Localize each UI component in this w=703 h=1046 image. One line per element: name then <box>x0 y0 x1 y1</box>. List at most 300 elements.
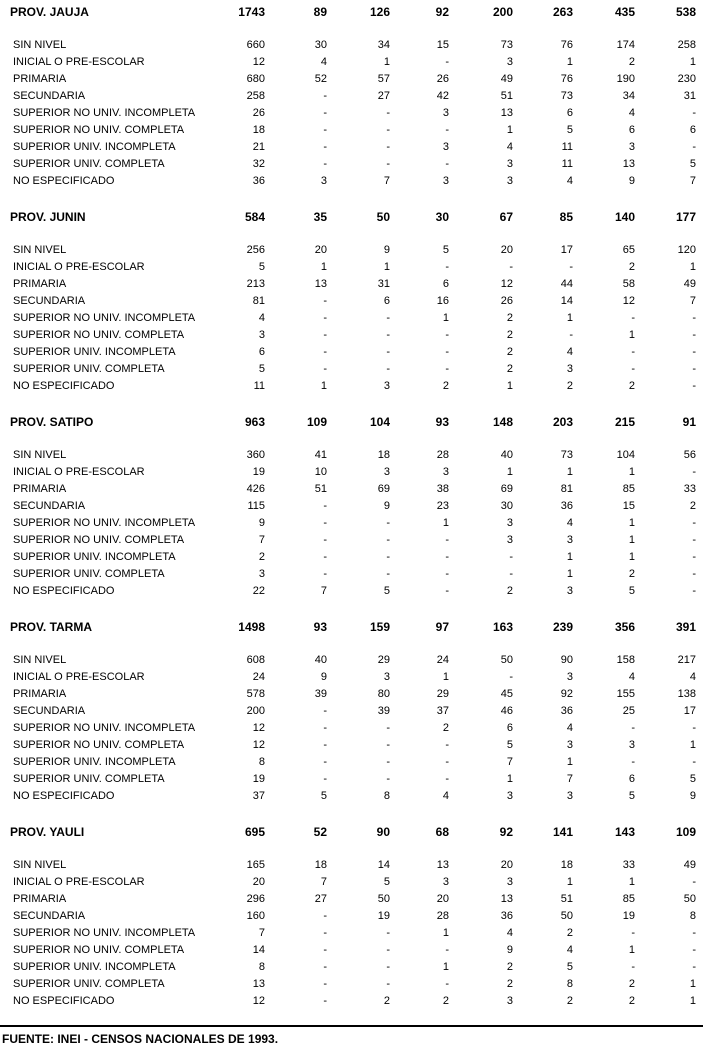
cell-value: 14 <box>377 859 390 871</box>
cell-value: - <box>323 961 327 973</box>
cell-value: 3 <box>442 141 449 153</box>
cell-value: - <box>386 534 390 546</box>
cell-value: 40 <box>500 449 513 461</box>
cell-value: 28 <box>436 910 449 922</box>
cell-value: - <box>323 551 327 563</box>
cell-value: 1 <box>442 671 449 683</box>
cell-value: 3 <box>442 466 449 478</box>
cell-value: - <box>386 107 390 119</box>
cell-value: 190 <box>616 73 635 85</box>
cell-value: - <box>386 517 390 529</box>
province-total-value: 97 <box>435 620 449 634</box>
cell-value: 9 <box>320 671 327 683</box>
cell-value: 36 <box>500 910 513 922</box>
row-label: PRIMARIA <box>13 483 67 495</box>
row-label: NO ESPECIFICADO <box>13 585 115 597</box>
cell-value: 1 <box>628 551 635 563</box>
cell-value: 24 <box>436 654 449 666</box>
row-label: NO ESPECIFICADO <box>13 380 115 392</box>
cell-value: - <box>323 107 327 119</box>
cell-value: 10 <box>314 466 327 478</box>
cell-value: - <box>631 756 635 768</box>
cell-value: 49 <box>683 859 696 871</box>
table-row <box>0 481 703 498</box>
cell-value: 3 <box>566 534 573 546</box>
table-row <box>0 242 703 259</box>
table-row <box>0 788 703 805</box>
row-label: PRIMARIA <box>13 278 67 290</box>
row-label: INICIAL O PRE-ESCOLAR <box>13 876 145 888</box>
cell-value: - <box>386 124 390 136</box>
province-total-value: 356 <box>614 620 635 634</box>
cell-value: 3 <box>628 739 635 751</box>
cell-value: 12 <box>252 722 265 734</box>
cell-value: 11 <box>561 158 573 170</box>
table-row <box>0 71 703 88</box>
cell-value: 1 <box>689 56 696 68</box>
province-total-row <box>0 824 703 841</box>
cell-value: 16 <box>436 295 449 307</box>
province-total-value: 67 <box>499 210 513 224</box>
cell-value: 5 <box>689 773 696 785</box>
province-total-value: 92 <box>499 825 513 839</box>
row-label: SUPERIOR UNIV. INCOMPLETA <box>13 346 176 358</box>
table-row <box>0 549 703 566</box>
cell-value: 17 <box>560 244 573 256</box>
province-total-value: 538 <box>675 5 696 19</box>
cell-value: - <box>509 568 513 580</box>
cell-value: 1 <box>566 551 573 563</box>
province-total-row <box>0 619 703 636</box>
cell-value: 50 <box>500 654 513 666</box>
table-row <box>0 361 703 378</box>
cell-value: 5 <box>689 158 696 170</box>
cell-value: - <box>445 585 449 597</box>
row-label: SIN NIVEL <box>13 244 67 256</box>
cell-value: 3 <box>506 876 513 888</box>
cell-value: - <box>323 141 327 153</box>
cell-value: 6 <box>628 773 635 785</box>
cell-value: 4 <box>566 517 573 529</box>
province-section <box>0 414 703 600</box>
cell-value: 3 <box>566 363 573 375</box>
cell-value: 33 <box>683 483 696 495</box>
province-section <box>0 4 703 190</box>
table-row <box>0 771 703 788</box>
cell-value: 5 <box>442 244 449 256</box>
cell-value: 13 <box>436 859 449 871</box>
cell-value: 19 <box>377 910 390 922</box>
cell-value: 49 <box>683 278 696 290</box>
cell-value: 4 <box>506 141 513 153</box>
cell-value: - <box>386 346 390 358</box>
cell-value: - <box>509 261 513 273</box>
cell-value: - <box>569 329 573 341</box>
cell-value: 50 <box>560 910 573 922</box>
cell-value: 1 <box>628 944 635 956</box>
cell-value: 18 <box>560 859 573 871</box>
row-label: INICIAL O PRE-ESCOLAR <box>13 261 145 273</box>
cell-value: 6 <box>628 124 635 136</box>
cell-value: 2 <box>628 978 635 990</box>
cell-value: - <box>692 585 696 597</box>
cell-value: 40 <box>314 654 327 666</box>
cell-value: 9 <box>383 244 390 256</box>
row-label: SUPERIOR UNIV. INCOMPLETA <box>13 756 176 768</box>
cell-value: 7 <box>383 175 390 187</box>
cell-value: 90 <box>560 654 573 666</box>
cell-value: 578 <box>246 688 265 700</box>
cell-value: 31 <box>377 278 390 290</box>
cell-value: 3 <box>506 56 513 68</box>
spacer <box>0 431 703 447</box>
cell-value: 51 <box>314 483 327 495</box>
cell-value: 5 <box>628 790 635 802</box>
row-label: SUPERIOR NO UNIV. INCOMPLETA <box>13 927 196 939</box>
province-total-value: 109 <box>675 825 696 839</box>
cell-value: 5 <box>320 790 327 802</box>
cell-value: 28 <box>436 449 449 461</box>
province-total-value: 159 <box>369 620 390 634</box>
row-label: PRIMARIA <box>13 893 67 905</box>
province-total-value: 104 <box>369 415 390 429</box>
cell-value: 1 <box>689 261 696 273</box>
table-row <box>0 720 703 737</box>
source-note: FUENTE: INEI - CENSOS NACIONALES DE 1993. <box>2 1032 279 1046</box>
cell-value: - <box>386 551 390 563</box>
cell-value: 19 <box>252 466 265 478</box>
province-total-value: 85 <box>559 210 573 224</box>
cell-value: 3 <box>442 175 449 187</box>
cell-value: 51 <box>500 90 513 102</box>
cell-value: 3 <box>258 568 265 580</box>
cell-value: 1 <box>628 876 635 888</box>
cell-value: - <box>692 722 696 734</box>
row-label: SUPERIOR UNIV. COMPLETA <box>13 568 165 580</box>
cell-value: 2 <box>628 380 635 392</box>
cell-value: 5 <box>258 363 265 375</box>
cell-value: 45 <box>500 688 513 700</box>
cell-value: 25 <box>622 705 635 717</box>
cell-value: 18 <box>252 124 265 136</box>
row-label: SIN NIVEL <box>13 449 67 461</box>
cell-value: 2 <box>442 995 449 1007</box>
cell-value: 256 <box>246 244 265 256</box>
table-row <box>0 139 703 156</box>
cell-value: 26 <box>436 73 449 85</box>
cell-value: 1 <box>442 517 449 529</box>
cell-value: 3 <box>442 876 449 888</box>
cell-value: - <box>445 363 449 375</box>
row-label: SUPERIOR UNIV. COMPLETA <box>13 158 165 170</box>
table-row <box>0 447 703 464</box>
cell-value: 3 <box>383 466 390 478</box>
province-total-value: 90 <box>376 825 390 839</box>
row-label: SUPERIOR UNIV. INCOMPLETA <box>13 961 176 973</box>
row-label: SIN NIVEL <box>13 859 67 871</box>
cell-value: 18 <box>314 859 327 871</box>
cell-value: 296 <box>246 893 265 905</box>
cell-value: 6 <box>258 346 265 358</box>
row-label: SUPERIOR NO UNIV. INCOMPLETA <box>13 312 196 324</box>
cell-value: 85 <box>622 893 635 905</box>
table-row <box>0 515 703 532</box>
table-row <box>0 37 703 54</box>
cell-value: 9 <box>628 175 635 187</box>
cell-value: 7 <box>320 876 327 888</box>
cell-value: 426 <box>246 483 265 495</box>
row-label: NO ESPECIFICADO <box>13 175 115 187</box>
cell-value: 76 <box>560 39 573 51</box>
table-row <box>0 703 703 720</box>
spacer <box>0 226 703 242</box>
cell-value: 73 <box>560 90 573 102</box>
cell-value: 20 <box>500 244 513 256</box>
cell-value: 36 <box>560 705 573 717</box>
cell-value: 36 <box>252 175 265 187</box>
cell-value: 13 <box>500 107 513 119</box>
row-label: SUPERIOR NO UNIV. COMPLETA <box>13 944 185 956</box>
cell-value: - <box>692 380 696 392</box>
row-label: PRIMARIA <box>13 73 67 85</box>
table-row <box>0 122 703 139</box>
cell-value: 52 <box>314 73 327 85</box>
cell-value: 20 <box>314 244 327 256</box>
cell-value: 32 <box>252 158 265 170</box>
cell-value: 160 <box>246 910 265 922</box>
table-row <box>0 532 703 549</box>
cell-value: 7 <box>506 756 513 768</box>
cell-value: - <box>323 739 327 751</box>
row-label: SIN NIVEL <box>13 654 67 666</box>
cell-value: 30 <box>500 500 513 512</box>
cell-value: 1 <box>689 995 696 1007</box>
cell-value: 2 <box>628 261 635 273</box>
cell-value: - <box>323 158 327 170</box>
cell-value: - <box>445 756 449 768</box>
table-row <box>0 583 703 600</box>
cell-value: 1 <box>566 756 573 768</box>
cell-value: 1 <box>506 466 513 478</box>
cell-value: 4 <box>566 175 573 187</box>
cell-value: - <box>692 363 696 375</box>
province-total-value: 35 <box>313 210 327 224</box>
cell-value: - <box>323 295 327 307</box>
province-section <box>0 209 703 395</box>
row-label: SUPERIOR NO UNIV. INCOMPLETA <box>13 107 196 119</box>
row-label: SIN NIVEL <box>13 39 67 51</box>
cell-value: 4 <box>442 790 449 802</box>
cell-value: 20 <box>500 859 513 871</box>
cell-value: 15 <box>622 500 635 512</box>
cell-value: 12 <box>252 995 265 1007</box>
cell-value: 81 <box>252 295 265 307</box>
cell-value: - <box>445 944 449 956</box>
cell-value: 4 <box>320 56 327 68</box>
cell-value: 2 <box>506 312 513 324</box>
cell-value: - <box>323 517 327 529</box>
cell-value: 7 <box>258 927 265 939</box>
cell-value: - <box>445 124 449 136</box>
cell-value: 1 <box>689 978 696 990</box>
cell-value: - <box>386 773 390 785</box>
cell-value: 85 <box>622 483 635 495</box>
cell-value: - <box>323 363 327 375</box>
cell-value: - <box>323 995 327 1007</box>
cell-value: - <box>445 551 449 563</box>
table-row <box>0 891 703 908</box>
cell-value: - <box>445 568 449 580</box>
cell-value: - <box>631 961 635 973</box>
cell-value: - <box>323 910 327 922</box>
cell-value: - <box>323 927 327 939</box>
province-total-value: 1498 <box>238 620 265 634</box>
cell-value: 29 <box>377 654 390 666</box>
row-label: SUPERIOR NO UNIV. COMPLETA <box>13 739 185 751</box>
table-row <box>0 378 703 395</box>
cell-value: 230 <box>677 73 696 85</box>
cell-value: 1 <box>442 961 449 973</box>
cell-value: 138 <box>677 688 696 700</box>
row-label: INICIAL O PRE-ESCOLAR <box>13 466 145 478</box>
table-row <box>0 88 703 105</box>
cell-value: 34 <box>377 39 390 51</box>
cell-value: - <box>323 944 327 956</box>
cell-value: 15 <box>436 39 449 51</box>
cell-value: - <box>386 978 390 990</box>
row-label: SECUNDARIA <box>13 500 86 512</box>
cell-value: 2 <box>442 380 449 392</box>
cell-value: - <box>386 141 390 153</box>
cell-value: 6 <box>506 722 513 734</box>
cell-value: 41 <box>314 449 327 461</box>
cell-value: 2 <box>628 568 635 580</box>
cell-value: 7 <box>689 175 696 187</box>
row-label: INICIAL O PRE-ESCOLAR <box>13 671 145 683</box>
table-row <box>0 874 703 891</box>
cell-value: - <box>323 90 327 102</box>
cell-value: 258 <box>246 90 265 102</box>
cell-value: - <box>445 158 449 170</box>
province-total-value: 215 <box>614 415 635 429</box>
cell-value: 3 <box>506 517 513 529</box>
cell-value: - <box>386 158 390 170</box>
table-row <box>0 498 703 515</box>
cell-value: 29 <box>436 688 449 700</box>
cell-value: - <box>692 568 696 580</box>
cell-value: 2 <box>506 346 513 358</box>
row-label: NO ESPECIFICADO <box>13 790 115 802</box>
cell-value: 42 <box>436 90 449 102</box>
cell-value: - <box>323 500 327 512</box>
table-row <box>0 652 703 669</box>
cell-value: 3 <box>258 329 265 341</box>
cell-value: 7 <box>689 295 696 307</box>
cell-value: - <box>631 927 635 939</box>
cell-value: 39 <box>377 705 390 717</box>
cell-value: 92 <box>560 688 573 700</box>
table-row <box>0 259 703 276</box>
cell-value: 8 <box>383 790 390 802</box>
cell-value: - <box>692 961 696 973</box>
row-label: NO ESPECIFICADO <box>13 995 115 1007</box>
cell-value: - <box>445 534 449 546</box>
cell-value: - <box>323 756 327 768</box>
cell-value: 57 <box>377 73 390 85</box>
cell-value: 4 <box>566 944 573 956</box>
cell-value: 38 <box>436 483 449 495</box>
cell-value: 1 <box>566 312 573 324</box>
cell-value: 65 <box>622 244 635 256</box>
province-name: PROV. TARMA <box>10 620 93 634</box>
cell-value: 37 <box>252 790 265 802</box>
cell-value: 26 <box>252 107 265 119</box>
cell-value: - <box>445 739 449 751</box>
province-total-value: 203 <box>552 415 573 429</box>
cell-value: 73 <box>500 39 513 51</box>
cell-value: 8 <box>258 961 265 973</box>
cell-value: 31 <box>683 90 696 102</box>
row-label: SUPERIOR UNIV. INCOMPLETA <box>13 141 176 153</box>
cell-value: 9 <box>689 790 696 802</box>
cell-value: - <box>323 773 327 785</box>
row-label: SUPERIOR UNIV. INCOMPLETA <box>13 551 176 563</box>
province-total-value: 141 <box>552 825 573 839</box>
cell-value: 13 <box>314 278 327 290</box>
cell-value: 18 <box>377 449 390 461</box>
cell-value: - <box>509 551 513 563</box>
table-row <box>0 156 703 173</box>
cell-value: 5 <box>506 739 513 751</box>
spacer <box>0 636 703 652</box>
cell-value: 258 <box>677 39 696 51</box>
cell-value: 155 <box>616 688 635 700</box>
cell-value: 37 <box>436 705 449 717</box>
cell-value: - <box>445 978 449 990</box>
cell-value: 12 <box>622 295 635 307</box>
cell-value: 217 <box>677 654 696 666</box>
cell-value: 76 <box>560 73 573 85</box>
table-row <box>0 54 703 71</box>
cell-value: - <box>692 466 696 478</box>
cell-value: - <box>386 961 390 973</box>
province-name: PROV. SATIPO <box>10 415 94 429</box>
row-label: SUPERIOR NO UNIV. COMPLETA <box>13 534 185 546</box>
row-label: SUPERIOR NO UNIV. COMPLETA <box>13 124 185 136</box>
cell-value: 12 <box>252 739 265 751</box>
cell-value: 2 <box>566 995 573 1007</box>
province-total-value: 200 <box>492 5 513 19</box>
row-label: SUPERIOR NO UNIV. INCOMPLETA <box>13 722 196 734</box>
cell-value: - <box>692 927 696 939</box>
cell-value: - <box>386 944 390 956</box>
cell-value: 1 <box>383 261 390 273</box>
province-section <box>0 619 703 805</box>
cell-value: 69 <box>500 483 513 495</box>
cell-value: 6 <box>689 124 696 136</box>
province-section <box>0 824 703 1010</box>
cell-value: - <box>323 534 327 546</box>
cell-value: 2 <box>506 363 513 375</box>
province-total-value: 68 <box>435 825 449 839</box>
cell-value: 3 <box>506 790 513 802</box>
province-total-value: 140 <box>614 210 635 224</box>
row-label: SECUNDARIA <box>13 90 86 102</box>
cell-value: - <box>692 944 696 956</box>
cell-value: 2 <box>506 585 513 597</box>
spacer <box>0 21 703 37</box>
cell-value: 58 <box>622 278 635 290</box>
